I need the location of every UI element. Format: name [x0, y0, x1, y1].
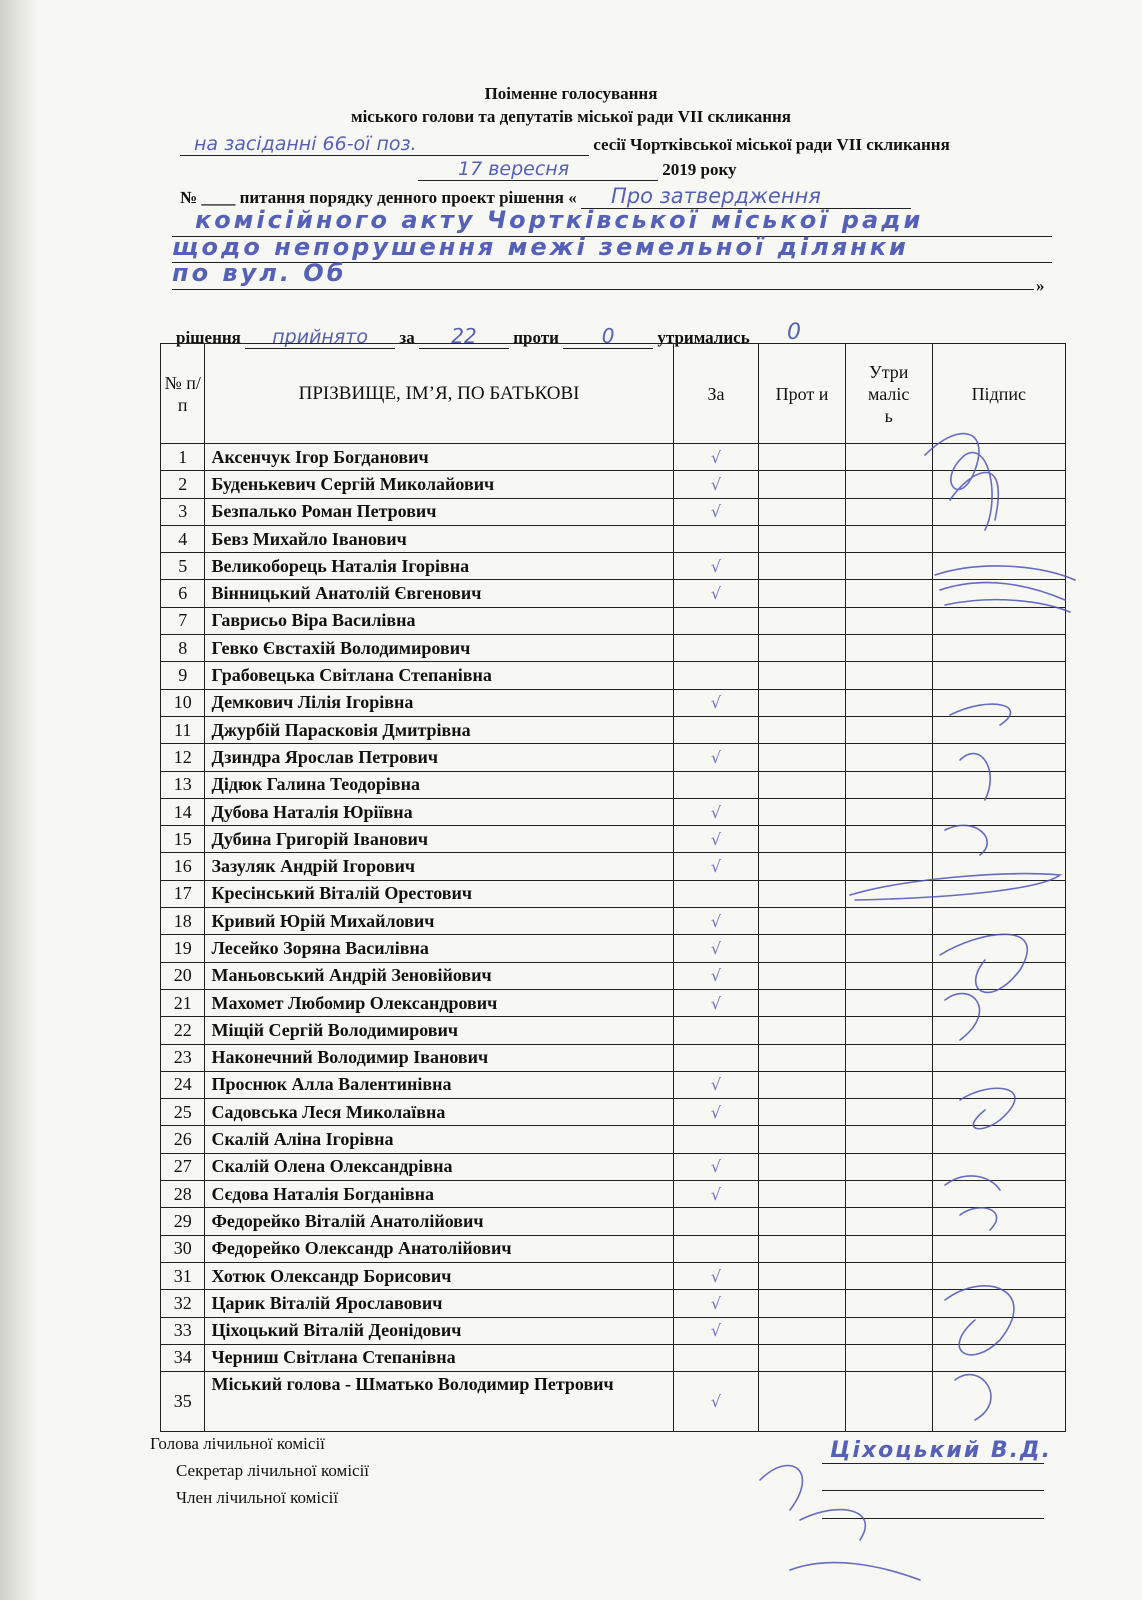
- deputy-name: Кресінський Віталій Орестович: [205, 880, 673, 907]
- header-proty: Прот и: [759, 344, 846, 444]
- deputy-name: Лесейко Зоряна Василівна: [205, 935, 673, 962]
- vote-za-mark: √: [673, 935, 759, 962]
- signature-icon: [945, 1286, 1014, 1420]
- row-number: 35: [161, 1372, 205, 1432]
- row-number: 21: [161, 989, 205, 1016]
- deputy-name: Міщій Сергій Володимирович: [205, 1017, 673, 1044]
- footer-chair: Голова лічильної комісії: [150, 1434, 325, 1453]
- row-number: 27: [161, 1153, 205, 1180]
- deputy-name: Грабовецька Світлана Степанівна: [205, 662, 673, 689]
- deputy-name: Дідюк Галина Теодорівна: [205, 771, 673, 798]
- signature-icon: [850, 874, 1060, 900]
- proty-label: проти: [513, 328, 559, 347]
- header-num: № п/п: [161, 344, 205, 444]
- session-handwritten: на засіданні 66-ої поз.: [180, 133, 589, 156]
- signature-icon: [945, 1176, 1000, 1230]
- signature-icon: [960, 1088, 1015, 1128]
- row-number: 13: [161, 771, 205, 798]
- utr-label: утримались: [657, 328, 750, 347]
- vote-za-mark: √: [673, 553, 759, 580]
- signature-icon: [925, 434, 998, 530]
- deputy-name: Махомет Любомир Олександрович: [205, 989, 673, 1016]
- decision-result: прийнято: [245, 326, 395, 349]
- row-number: 10: [161, 689, 205, 716]
- item-prefix: № ____ питання порядку денного проект рішення «: [180, 188, 577, 207]
- deputy-name: Демкович Лілія Ігорівна: [205, 689, 673, 716]
- deputy-name: Хотюк Олександр Борисович: [205, 1262, 673, 1289]
- row-number: 24: [161, 1071, 205, 1098]
- row-number: 1: [161, 444, 205, 471]
- vote-za-mark: √: [673, 1317, 759, 1344]
- row-number: 30: [161, 1235, 205, 1262]
- row-number: 31: [161, 1262, 205, 1289]
- deputy-name: Скалій Аліна Ігорівна: [205, 1126, 673, 1153]
- header-utr: Утри маліс ь: [845, 344, 932, 444]
- vote-za-mark: √: [673, 1071, 759, 1098]
- deputy-name: Маньовський Андрій Зеновійович: [205, 962, 673, 989]
- date-handwritten: 17 вересня: [418, 158, 658, 181]
- deputy-name: Дубина Григорій Іванович: [205, 826, 673, 853]
- deputy-name: Безпалько Роман Петрович: [205, 498, 673, 525]
- vote-za-mark: √: [673, 471, 759, 498]
- vote-za-mark: √: [673, 1262, 759, 1289]
- deputy-name: Сєдова Наталія Богданівна: [205, 1181, 673, 1208]
- deputy-name: Федорейко Віталій Анатолійович: [205, 1208, 673, 1235]
- utr-value: 0: [786, 320, 801, 345]
- vote-za-mark: √: [673, 989, 759, 1016]
- footer-secretary: Секретар лічильної комісії: [176, 1461, 370, 1480]
- vote-za-mark: √: [673, 580, 759, 607]
- deputy-name: Наконечний Володимир Іванович: [205, 1044, 673, 1071]
- row-number: 28: [161, 1181, 205, 1208]
- deputy-name: Садовська Леся Миколаївна: [205, 1099, 673, 1126]
- signature-icon: [935, 566, 1075, 612]
- row-number: 11: [161, 716, 205, 743]
- deputy-name: Великоборець Наталія Ігорівна: [205, 553, 673, 580]
- row-number: 26: [161, 1126, 205, 1153]
- row-number: 5: [161, 553, 205, 580]
- row-number: 25: [161, 1099, 205, 1126]
- deputy-name: Дзиндра Ярослав Петрович: [205, 744, 673, 771]
- deputy-name: Бевз Михайло Іванович: [205, 525, 673, 552]
- year-text: 2019 року: [662, 160, 737, 179]
- item-handwritten-4: по вул. Об: [172, 259, 347, 287]
- row-number: 22: [161, 1017, 205, 1044]
- vote-za-mark: √: [673, 744, 759, 771]
- deputy-name: Вінницький Анатолій Євгенович: [205, 580, 673, 607]
- deputy-name: Гаврисьо Віра Василівна: [205, 607, 673, 634]
- row-number: 19: [161, 935, 205, 962]
- vote-za-mark: √: [673, 1372, 759, 1432]
- deputy-name: Аксенчук Ігор Богданович: [205, 444, 673, 471]
- row-number: 3: [161, 498, 205, 525]
- row-number: 6: [161, 580, 205, 607]
- row-number: 7: [161, 607, 205, 634]
- header-sig: Підпис: [932, 344, 1065, 444]
- row-number: 18: [161, 908, 205, 935]
- row-number: 15: [161, 826, 205, 853]
- deputy-name: Дубова Наталія Юріївна: [205, 798, 673, 825]
- row-number: 17: [161, 880, 205, 907]
- vote-za-mark: √: [673, 1099, 759, 1126]
- row-number: 34: [161, 1344, 205, 1371]
- za-value: 22: [419, 324, 509, 349]
- chair-name-handwritten: Ціхоцький В.Д.: [830, 1438, 1052, 1463]
- row-number: 16: [161, 853, 205, 880]
- row-number: 14: [161, 798, 205, 825]
- header-name: ПРІЗВИЩЕ, ІМ’Я, ПО БАТЬКОВІ: [205, 344, 673, 444]
- row-number: 12: [161, 744, 205, 771]
- signature-icon: [945, 825, 987, 855]
- row-number: 4: [161, 525, 205, 552]
- deputy-name: Кривий Юрій Михайлович: [205, 908, 673, 935]
- item-handwritten-3: щодо непорушення межі земельної ділянки: [172, 233, 909, 261]
- deputy-name: Гевко Євстахій Володимирович: [205, 635, 673, 662]
- row-number: 9: [161, 662, 205, 689]
- deputy-name: Федорейко Олександр Анатолійович: [205, 1235, 673, 1262]
- deputy-name: Буденькевич Сергій Миколайович: [205, 471, 673, 498]
- deputy-name: Джурбій Парасковія Дмитрівна: [205, 716, 673, 743]
- row-number: 29: [161, 1208, 205, 1235]
- deputy-name: Ціхоцький Віталій Деонідович: [205, 1317, 673, 1344]
- row-number: 23: [161, 1044, 205, 1071]
- row-number: 2: [161, 471, 205, 498]
- signature-icon: [940, 934, 1027, 1040]
- item-handwritten-2: комісійного акту Чортківської міської ради: [195, 206, 924, 234]
- vote-za-mark: √: [673, 498, 759, 525]
- vote-za-mark: √: [673, 689, 759, 716]
- vote-za-mark: √: [673, 798, 759, 825]
- item-close-quote: »: [1036, 276, 1045, 295]
- row-number: 8: [161, 635, 205, 662]
- vote-za-mark: √: [673, 1181, 759, 1208]
- doc-title-line2: міського голови та депутатів міської ради VII скликання: [351, 107, 791, 126]
- deputy-name: Скалій Олена Олександрівна: [205, 1153, 673, 1180]
- header-za: За: [673, 344, 759, 444]
- doc-title-line1: Поіменне голосування: [484, 84, 658, 103]
- vote-za-mark: √: [673, 1153, 759, 1180]
- vote-za-mark: √: [673, 908, 759, 935]
- signature-icon: [950, 704, 1010, 800]
- proty-value: 0: [563, 324, 653, 349]
- row-number: 33: [161, 1317, 205, 1344]
- decision-label: рішення: [176, 328, 241, 347]
- row-number: 20: [161, 962, 205, 989]
- signature-icon: [760, 1466, 920, 1580]
- deputy-name: Міський голова - Шматько Володимир Петрович: [205, 1372, 673, 1432]
- za-label: за: [399, 328, 415, 347]
- footer-member: Член лічильної комісії: [176, 1488, 339, 1507]
- deputy-name: Зазуляк Андрій Ігорович: [205, 853, 673, 880]
- vote-za-mark: √: [673, 826, 759, 853]
- vote-za-mark: √: [673, 853, 759, 880]
- deputy-name: Проснюк Алла Валентинівна: [205, 1071, 673, 1098]
- deputy-name: Царик Віталій Ярославович: [205, 1290, 673, 1317]
- row-number: 32: [161, 1290, 205, 1317]
- item-handwritten-1: Про затвердження: [581, 184, 911, 209]
- vote-za-mark: √: [673, 444, 759, 471]
- vote-za-mark: √: [673, 1290, 759, 1317]
- vote-za-mark: √: [673, 962, 759, 989]
- session-suffix: сесії Чортківської міської ради VII скликання: [593, 135, 950, 154]
- deputy-name: Черниш Світлана Степанівна: [205, 1344, 673, 1371]
